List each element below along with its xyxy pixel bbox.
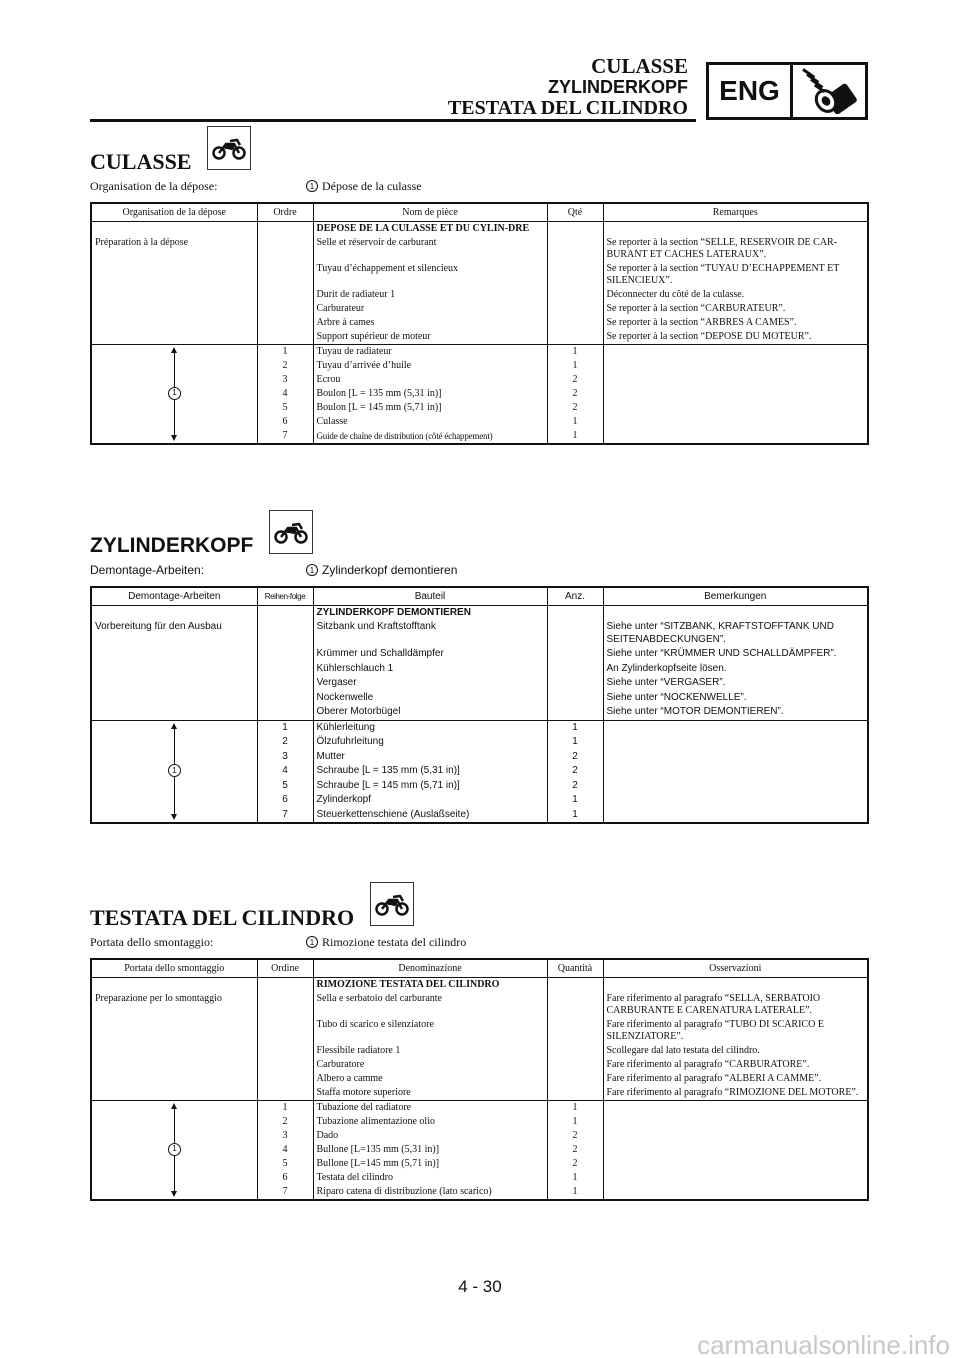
cell-org (91, 1086, 257, 1101)
table-row (91, 1018, 868, 1044)
header-titles (448, 56, 688, 119)
subtitle-label: Organisation de la dépose: (90, 178, 218, 193)
cell-remarks: Se reporter à la section “SELLE, RESERVOIR DE CAR-BURANT ET CACHES LATERAUX”. (606, 236, 838, 260)
cell-remarks: Siehe unter “SITZBANK, KRAFTSTOFFTANK UND SEITENABDECKUNGEN”. (606, 621, 834, 645)
section-testata (90, 882, 869, 1201)
table-row (91, 620, 868, 647)
section-subline (90, 934, 869, 950)
column-header: Nom de pièce (313, 203, 547, 221)
cell-name: Mutter (313, 750, 547, 765)
cell-name: Tubazione del radiatore (313, 1100, 547, 1115)
cell-name: Support supérieur de moteur (313, 330, 547, 345)
cell-qty: 1 (547, 1185, 603, 1200)
cell-order: 1 (257, 1100, 313, 1115)
cell-org (91, 221, 257, 236)
cell-qty: 1 (547, 429, 603, 444)
cell-order: 6 (257, 793, 313, 808)
table-row (91, 720, 868, 735)
cell-name: Boulon [L = 135 mm (5,31 in)] (313, 387, 547, 401)
cell-order: 6 (257, 415, 313, 429)
section-zylinderkopf (90, 510, 869, 824)
cell-name: Tuyau d’échappement et silencieux (313, 262, 547, 288)
step-marker: 1 (168, 764, 181, 777)
cell-name: Schraube [L = 145 mm (5,71 in)] (313, 779, 547, 794)
cell-remarks (603, 221, 868, 236)
page-number: 4 - 30 (458, 1277, 502, 1296)
cell-name: Zylinderkopf (313, 793, 547, 808)
cell-order: 5 (257, 779, 313, 794)
step-marker: 1 (168, 387, 181, 400)
cell-org (91, 662, 257, 677)
table-header-row (91, 587, 868, 605)
cell-order: 5 (257, 401, 313, 415)
table-row (91, 605, 868, 620)
header-title-it: TESTATA DEL CILINDRO (447, 97, 688, 119)
cell-name: DEPOSE DE LA CULASSE ET DU CYLIN-DRE (313, 221, 547, 236)
cell-name: Testata del cilindro (313, 1171, 547, 1185)
step-text: Dépose de la culasse (322, 178, 422, 193)
column-header: Qté (547, 203, 603, 221)
cell-org (91, 1072, 257, 1086)
cell-name: Schraube [L = 135 mm (5,31 in)] (313, 764, 547, 779)
motorcycle-icon (370, 882, 414, 926)
cell-order: 2 (257, 735, 313, 750)
cell-org (91, 977, 257, 992)
table-row (91, 330, 868, 345)
table-header-row (91, 959, 868, 977)
section-tag: ENG (709, 65, 793, 117)
cell-order: 4 (257, 1143, 313, 1157)
cell-name: Carburateur (313, 302, 547, 316)
motorcycle-icon (207, 126, 251, 170)
cell-remarks: Scollegare dal lato testata del cilindro. (606, 1044, 760, 1056)
table-row (91, 992, 868, 1018)
cell-qty: 1 (547, 344, 603, 359)
column-header: Denominazione (313, 959, 547, 977)
cell-name: Selle et réservoir de carburant (313, 236, 547, 262)
cell-qty: 1 (547, 1115, 603, 1129)
cell-order: 3 (257, 750, 313, 765)
cell-org (91, 647, 257, 662)
cell-remarks: Siehe unter “NOCKENWELLE”. (606, 691, 747, 703)
cell-qty: 2 (547, 779, 603, 794)
table-header-row (91, 203, 868, 221)
cell-remarks: Siehe unter “KRÜMMER UND SCHALLDÄMPFER”. (606, 648, 837, 659)
table-row (91, 1100, 868, 1115)
cell-org (91, 288, 257, 302)
cell-name: Tubo di scarico e silenziatore (313, 1018, 547, 1044)
section-title: TESTATA DEL CILINDRO (90, 905, 355, 930)
cell-qty: 2 (547, 764, 603, 779)
cell-order: 7 (257, 808, 313, 824)
cell-qty: 2 (547, 1157, 603, 1171)
cell-name: Dado (313, 1129, 547, 1143)
cell-name: Culasse (313, 415, 547, 429)
table-row (91, 316, 868, 330)
cell-name: Tubazione alimentazione olio (313, 1115, 547, 1129)
cell-remarks (603, 977, 868, 992)
cell-name: Carburatore (313, 1058, 547, 1072)
cell-name: Sitzbank und Kraftstofftank (313, 620, 547, 647)
cell-order: 7 (257, 1185, 313, 1200)
cell-remarks: Se reporter à la section “TUYAU D’ECHAPPEMENT ET SILENCIEUX”. (606, 262, 840, 286)
cell-org: Vorbereitung für den Ausbau (91, 620, 257, 647)
cell-order: 2 (257, 1115, 313, 1129)
watermark: carmanualsonline.info (697, 1330, 950, 1358)
cell-name: Ölzufuhrleitung (313, 735, 547, 750)
cell-remarks: Se reporter à la section “CARBURATEUR”. (606, 302, 786, 314)
cell-remarks: Siehe unter “MOTOR DEMONTIEREN”. (606, 706, 784, 717)
cell-name: Arbre à cames (313, 316, 547, 330)
cell-qty: 1 (547, 808, 603, 824)
table-row (91, 221, 868, 236)
column-header: Remarques (603, 203, 868, 221)
motorcycle-icon (269, 510, 313, 554)
table-row (91, 262, 868, 288)
cell-name: Sella e serbatoio del carburante (313, 992, 547, 1018)
removal-table (90, 202, 869, 445)
cell-order: 6 (257, 1171, 313, 1185)
cell-remarks: An Zylinderkopfseite lösen. (606, 662, 727, 674)
column-header: Organisation de la dépose (91, 203, 257, 221)
column-header: Bauteil (313, 587, 547, 605)
cell-order: 2 (257, 359, 313, 373)
cell-name: Staffa motore superiore (313, 1086, 547, 1101)
table-row (91, 662, 868, 677)
cell-name: Tuyau de radiateur (313, 344, 547, 359)
step-marker: 1 (168, 1143, 181, 1156)
cell-qty: 1 (547, 1100, 603, 1115)
cell-name: Tuyau d’arrivée d’huile (313, 359, 547, 373)
step-range-arrow (91, 720, 257, 823)
step-marker: 1 (306, 936, 318, 948)
cell-qty: 1 (547, 720, 603, 735)
cell-qty: 2 (547, 1129, 603, 1143)
cell-name: Guide de chaîne de distribution (côté échappement) (313, 429, 547, 444)
subtitle-label: Portata dello smontaggio: (90, 934, 214, 949)
section-subline (90, 178, 869, 194)
cell-remarks (603, 605, 868, 620)
step-marker: 1 (306, 564, 318, 576)
table-row (91, 1058, 868, 1072)
removal-table (90, 586, 869, 824)
engine-icon (793, 65, 865, 117)
cell-remarks: Fare riferimento al paragrafo “CARBURATORE”. (606, 1058, 810, 1070)
header-title-de: ZYLINDERKOPF (547, 77, 688, 97)
cell-org (91, 1058, 257, 1072)
column-header: Ordine (257, 959, 313, 977)
cell-order: 1 (257, 720, 313, 735)
cell-name: Durit de radiateur 1 (313, 288, 547, 302)
cell-org: Preparazione per lo smontaggio (91, 992, 257, 1018)
column-header: Demontage-Arbeiten (91, 587, 257, 605)
cell-order: 1 (257, 344, 313, 359)
cell-remarks: Fare riferimento al paragrafo “SELLA, SERBATOIO CARBURANTE E CARENATURA LATERALE”. (606, 992, 821, 1016)
cell-order: 5 (257, 1157, 313, 1171)
cell-remarks: Fare riferimento al paragrafo “TUBO DI SCARICO E SILENZIATORE”. (606, 1018, 824, 1042)
cell-remarks: Déconnecter du côté de la culasse. (606, 288, 745, 300)
table-row (91, 302, 868, 316)
table-row (91, 977, 868, 992)
cell-name: Oberer Motorbügel (313, 705, 547, 720)
column-header: Bemerkungen (603, 587, 868, 605)
cell-name: Steuerkettenschiene (Auslaßseite) (313, 808, 547, 824)
cell-remarks: Se reporter à la section “DEPOSE DU MOTEUR”. (606, 330, 812, 342)
cell-name: Flessibile radiatore 1 (313, 1044, 547, 1058)
section-title: ZYLINDERKOPF (90, 534, 254, 557)
cell-name: Bullone [L=135 mm (5,31 in)] (313, 1143, 547, 1157)
cell-name: Kühlerschlauch 1 (313, 662, 547, 677)
table-row (91, 1044, 868, 1058)
cell-order: 3 (257, 1129, 313, 1143)
table-row (91, 691, 868, 706)
table-row (91, 676, 868, 691)
column-header: Quantità (547, 959, 603, 977)
cell-name: Vergaser (313, 676, 547, 691)
cell-remarks: Siehe unter “VERGASER”. (606, 677, 726, 688)
cell-order: 3 (257, 373, 313, 387)
cell-name: Albero a camme (313, 1072, 547, 1086)
section-culasse (90, 126, 869, 445)
step-text: Rimozione testata del cilindro (322, 934, 467, 949)
cell-qty: 2 (547, 387, 603, 401)
cell-org (91, 676, 257, 691)
cell-name: ZYLINDERKOPF DEMONTIEREN (313, 605, 547, 620)
cell-org (91, 1044, 257, 1058)
section-tag-box (706, 62, 868, 120)
table-row (91, 1086, 868, 1101)
table-row (91, 236, 868, 262)
cell-order: 4 (257, 764, 313, 779)
cell-org (91, 705, 257, 720)
header-title-fr: CULASSE (591, 54, 688, 78)
section-title: CULASSE (90, 149, 192, 174)
cell-order: 7 (257, 429, 313, 444)
step-range-arrow (91, 1100, 257, 1200)
cell-qty: 2 (547, 401, 603, 415)
cell-org (91, 1018, 257, 1044)
cell-name: Riparo catena di distribuzione (lato scarico) (313, 1185, 547, 1200)
column-header: Portata dello smontaggio (91, 959, 257, 977)
step-range-arrow (91, 344, 257, 444)
cell-name: Kühlerleitung (313, 720, 547, 735)
column-header: Reihen-folge (257, 587, 313, 605)
table-row (91, 1072, 868, 1086)
cell-qty: 1 (547, 415, 603, 429)
cell-qty: 2 (547, 1143, 603, 1157)
cell-qty: 1 (547, 735, 603, 750)
cell-org (91, 302, 257, 316)
cell-org (91, 316, 257, 330)
cell-name: Krümmer und Schalldämpfer (313, 647, 547, 662)
subtitle-label: Demontage-Arbeiten: (90, 563, 205, 577)
cell-qty: 1 (547, 1171, 603, 1185)
cell-org (91, 605, 257, 620)
cell-qty: 1 (547, 793, 603, 808)
table-row (91, 288, 868, 302)
cell-name: Nockenwelle (313, 691, 547, 706)
cell-name: Ecrou (313, 373, 547, 387)
cell-qty: 2 (547, 750, 603, 765)
cell-remarks: Fare riferimento al paragrafo “ALBERI A CAMME”. (606, 1072, 822, 1084)
cell-remarks: Se reporter à la section “ARBRES A CAMES”. (606, 316, 797, 328)
cell-qty: 2 (547, 373, 603, 387)
column-header: Osservazioni (603, 959, 868, 977)
table-row (91, 705, 868, 720)
cell-name: RIMOZIONE TESTATA DEL CILINDRO (313, 977, 547, 992)
table-row (91, 344, 868, 359)
column-header: Ordre (257, 203, 313, 221)
step-marker: 1 (306, 180, 318, 192)
step-text: Zylinderkopf demontieren (322, 563, 458, 577)
cell-org (91, 691, 257, 706)
cell-org (91, 330, 257, 345)
cell-name: Bullone [L=145 mm (5,71 in)] (313, 1157, 547, 1171)
cell-qty: 1 (547, 359, 603, 373)
table-row (91, 647, 868, 662)
column-header: Anz. (547, 587, 603, 605)
cell-org (91, 262, 257, 288)
header-rule (90, 119, 696, 122)
cell-name: Boulon [L = 145 mm (5,71 in)] (313, 401, 547, 415)
removal-table (90, 958, 869, 1201)
cell-remarks: Fare riferimento al paragrafo “RIMOZIONE DEL MOTORE”. (606, 1086, 859, 1098)
cell-org: Préparation à la dépose (91, 236, 257, 262)
section-subline (90, 562, 869, 578)
cell-order: 4 (257, 387, 313, 401)
